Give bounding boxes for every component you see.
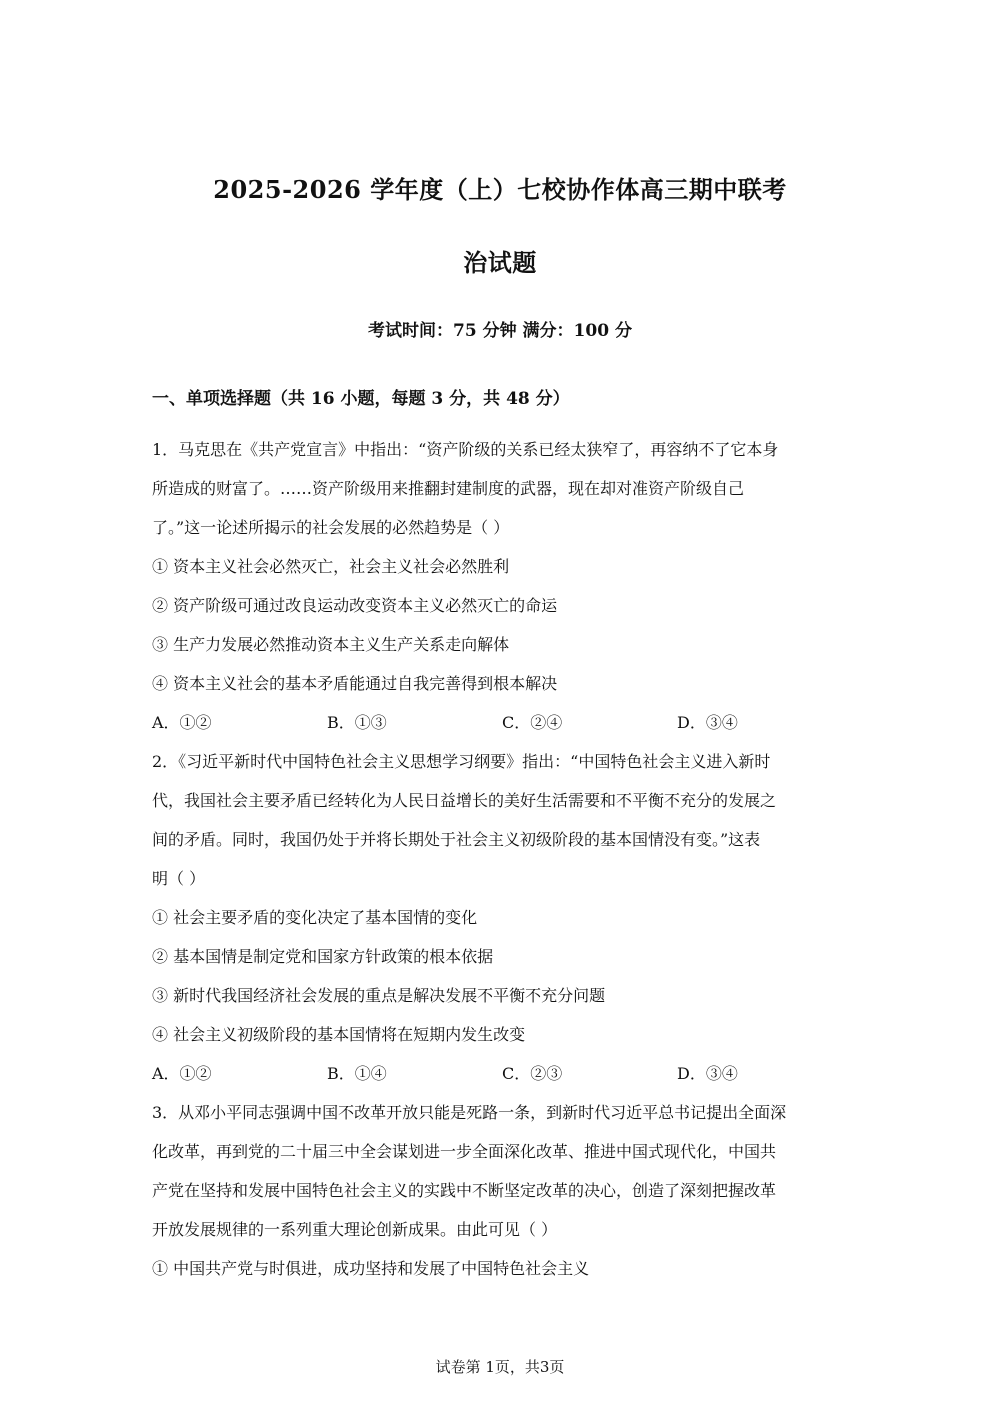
- page-footer: 试卷第 1页，共3页: [435, 1358, 565, 1376]
- statement-1: ① 社会主要矛盾的变化决定了基本国情的变化: [152, 908, 478, 927]
- question-stem-line: 化改革，再到党的二十届三中全会谋划进一步全面深化改革、推进中国式现代化，中国共: [152, 1142, 777, 1161]
- answer-options: [152, 1054, 852, 1093]
- option-b[interactable]: B．①③: [327, 713, 387, 732]
- option-c[interactable]: C．②③: [502, 1064, 563, 1083]
- option-b[interactable]: B．①④: [327, 1064, 387, 1083]
- question-stem-line: 明（ ）: [152, 869, 206, 888]
- option-d[interactable]: D．③④: [677, 1064, 738, 1083]
- statement-4: ④ 社会主义初级阶段的基本国情将在短期内发生改变: [152, 1025, 526, 1044]
- option-c[interactable]: C．②④: [502, 713, 563, 732]
- answer-options: [152, 703, 852, 742]
- section-heading: 一、单项选择题（共 16 小题，每题 3 分，共 48 分）: [152, 389, 570, 409]
- question-1: [152, 430, 852, 742]
- option-a[interactable]: A．①②: [152, 1064, 212, 1083]
- question-stem-line: 1．马克思在《共产党宣言》中指出：“资产阶级的关系已经太狭窄了，再容纳不了它本身: [152, 440, 779, 459]
- question-stem-line: 间的矛盾。同时，我国仍处于并将长期处于社会主义初级阶段的基本国情没有变。”这表: [152, 830, 761, 849]
- statement-2: ② 资产阶级可通过改良运动改变资本主义必然灭亡的命运: [152, 596, 558, 615]
- option-a[interactable]: A．①②: [152, 713, 212, 732]
- statement-4: ④ 资本主义社会的基本矛盾能通过自我完善得到根本解决: [152, 674, 558, 693]
- question-3: [152, 1093, 852, 1288]
- statement-1: ① 资本主义社会必然灭亡，社会主义社会必然胜利: [152, 557, 510, 576]
- question-list: [152, 430, 852, 1288]
- question-stem-line: 了。”这一论述所揭示的社会发展的必然趋势是（ ）: [152, 518, 510, 537]
- question-stem-line: 所造成的财富了。……资产阶级用来推翻封建制度的武器，现在却对准资产阶级自己: [152, 479, 745, 498]
- question-stem-line: 产党在坚持和发展中国特色社会主义的实践中不断坚定改革的决心，创造了深刻把握改革: [152, 1181, 777, 1200]
- question-stem-line: 代，我国社会主要矛盾已经转化为人民日益增长的美好生活需要和不平衡不充分的发展之: [152, 791, 777, 810]
- statement-1: ① 中国共产党与时俱进，成功坚持和发展了中国特色社会主义: [152, 1259, 590, 1278]
- exam-title-line2: 治试题: [463, 248, 537, 277]
- question-stem-line: 3．从邓小平同志强调中国不改革开放只能是死路一条，到新时代习近平总书记提出全面深: [152, 1103, 787, 1122]
- statement-3: ③ 新时代我国经济社会发展的重点是解决发展不平衡不充分问题: [152, 986, 606, 1005]
- question-stem-line: 开放发展规律的一系列重大理论创新成果。由此可见（ ）: [152, 1220, 558, 1239]
- question-2: [152, 742, 852, 1093]
- exam-title-line1: 2025-2026 学年度（上）七校协作体高三期中联考: [213, 175, 787, 204]
- statement-3: ③ 生产力发展必然推动资本主义生产关系走向解体: [152, 635, 510, 654]
- question-stem-line: 2．《习近平新时代中国特色社会主义思想学习纲要》指出：“中国特色社会主义进入新时: [152, 752, 771, 771]
- exam-info: 考试时间：75 分钟 满分：100 分: [368, 321, 632, 341]
- statement-2: ② 基本国情是制定党和国家方针政策的根本依据: [152, 947, 494, 966]
- option-d[interactable]: D．③④: [677, 713, 738, 732]
